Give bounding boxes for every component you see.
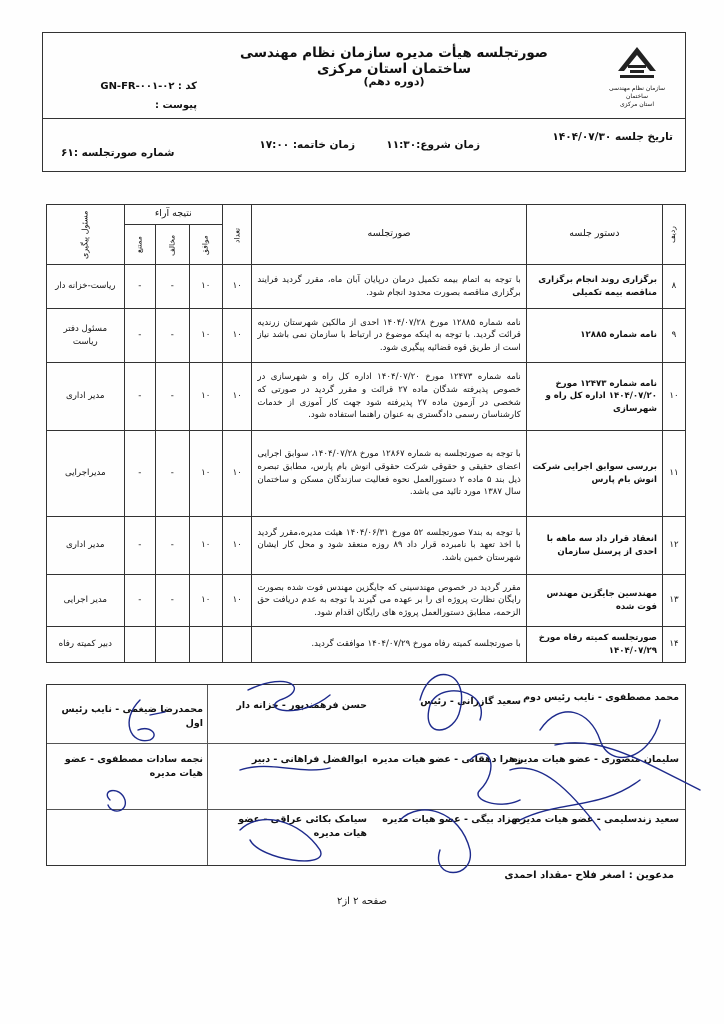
row-abstain: -	[124, 575, 155, 627]
row-agenda: صورتجلسه کمیته رفاه مورخ ۱۴۰۴/۰۷/۲۹	[526, 627, 662, 663]
row-abstain	[124, 627, 155, 663]
row-agenda: نامه شماره ۱۲۸۸۵	[526, 309, 662, 363]
row-oppose: -	[156, 431, 190, 517]
row-abstain: -	[124, 431, 155, 517]
signature-farahmandpour: حسن فرهمندپور - خزانه دار	[236, 700, 367, 711]
row-count: ۱۰	[223, 309, 252, 363]
header-count: تعداد	[223, 205, 252, 265]
row-oppose	[156, 627, 190, 663]
row-minutes: نامه شماره ۱۲۸۸۵ مورخ ۱۴۰۴/۰۷/۲۸ احدی از مالکین شهرستان زرندیه قرائت گردید. با توجه به اینکه موضوع در ارتباط با سازمان نمی باشد نیاز است از طریق قوه قضائیه پیگیری شود.	[252, 309, 526, 363]
signature-mansouri: سلیمان منصوری - عضو هیات مدیره	[512, 754, 679, 765]
row-oppose: -	[156, 309, 190, 363]
table-row	[47, 265, 686, 309]
signature-zeighami: محمدرضا ضیغمی - نایب رئیس اول	[61, 704, 203, 729]
row-abstain: -	[124, 363, 155, 431]
row-agenda: مهندسین جایگزین مهندس فوت شده	[526, 575, 662, 627]
row-agree: ۱۰	[189, 431, 223, 517]
table-row	[47, 363, 686, 431]
row-number: ۱۳	[662, 575, 685, 627]
header-vote-result: نتیجه آراء	[124, 205, 222, 225]
row-oppose: -	[156, 363, 190, 431]
header-row-number: ردیف	[662, 205, 685, 265]
header-agenda: دستور جلسه	[526, 205, 662, 265]
signature-divider	[47, 809, 685, 810]
row-abstain: -	[124, 517, 155, 575]
row-responsible: ریاست-خزانه دار	[47, 265, 125, 309]
row-responsible: مدیر اداری	[47, 517, 125, 575]
row-count: ۱۰	[223, 517, 252, 575]
row-oppose: -	[156, 265, 190, 309]
logo-caption-1: سازمان نظام مهندسی ساختمان	[608, 85, 666, 100]
attachment-label: پیوست :	[154, 100, 197, 111]
row-minutes: با توجه به اتمام بیمه تکمیل درمان درپایان آبان ماه، مقرر گردید فرایند برگزاری مناقصه بصورت محدود انجام شود.	[252, 265, 526, 309]
row-abstain: -	[124, 265, 155, 309]
header-divider	[43, 118, 685, 119]
row-count: ۱۰	[223, 363, 252, 431]
row-agree: ۱۰	[189, 363, 223, 431]
row-agree: ۱۰	[189, 517, 223, 575]
signature-divider	[207, 685, 208, 865]
signature-farahani: ابوالفضل فراهانی - دبیر	[251, 754, 367, 765]
minutes-table	[46, 204, 686, 663]
row-agree	[189, 627, 223, 663]
header-agree: موافق	[189, 225, 223, 265]
signature-divider	[47, 743, 685, 744]
table-row	[47, 575, 686, 627]
signature-najme-mostafavi: نجمه سادات مصطفوی - عضو هیات مدیره	[64, 754, 203, 779]
organization-logo	[597, 41, 677, 113]
row-responsible: مدیراجرایی	[47, 431, 125, 517]
row-count: ۱۰	[223, 575, 252, 627]
row-agenda: بررسی سوابق اجرایی شرکت انوش بام پارس	[526, 431, 662, 517]
end-time: زمان خاتمه: ۱۷:۰۰	[259, 139, 355, 151]
row-agree: ۱۰	[189, 265, 223, 309]
document-title: صورتجلسه هیأت مدیره سازمان نظام مهندسی ساختمان استان مرکزی	[240, 45, 548, 77]
row-oppose: -	[156, 517, 190, 575]
form-code	[57, 77, 197, 115]
signature-gazerani: سعید گازرانی - رئیس	[420, 696, 521, 707]
signature-dehghani: زهرا دهقانی - عضو هیات مدیره	[372, 754, 521, 765]
minutes-number: شماره صورتجلسه :۶۱	[61, 147, 175, 159]
row-count: ۱۰	[223, 265, 252, 309]
row-number: ۱۰	[662, 363, 685, 431]
row-responsible: مدیر اداری	[47, 363, 125, 431]
building-logo-icon	[614, 41, 660, 81]
row-minutes: نامه شماره ۱۲۴۷۳ مورخ ۱۴۰۴/۰۷/۲۰ اداره کل راه و شهرسازی در خصوص پذیرفته شدگان ماده ۲۷ قرائت و مقرر گردید در صورتی که شخصی در آزمون ماده ۲۷ پذیرفته شود جهت کار آموزی از خدمات کارشناسان رسمی دادگستری به عنوان راهنما استفاده شود.	[252, 363, 526, 431]
signature-zandsalimi: سعید زندسلیمی - عضو هیات مدیره	[515, 814, 679, 825]
table-row	[47, 627, 686, 663]
row-agenda: انعقاد قرار داد سه ماهه با احدی از پرسنل سازمان	[526, 517, 662, 575]
header-minutes: صورتجلسه	[252, 205, 526, 265]
row-agree: ۱۰	[189, 309, 223, 363]
header-abstain: ممتنع	[124, 225, 155, 265]
row-agree: ۱۰	[189, 575, 223, 627]
row-number: ۹	[662, 309, 685, 363]
start-time: زمان شروع:۱۱:۳۰	[386, 139, 480, 151]
meeting-date: تاریخ جلسه ۱۴۰۴/۰۷/۳۰	[552, 131, 673, 143]
table-row	[47, 517, 686, 575]
row-responsible: دبیر کمیته رفاه	[47, 627, 125, 663]
signature-block	[46, 684, 686, 866]
document-subtitle: (دوره دهم)	[363, 75, 425, 88]
header-oppose: مخالف	[156, 225, 190, 265]
row-number: ۱۱	[662, 431, 685, 517]
row-number: ۸	[662, 265, 685, 309]
signature-mostafavi: محمد مصطفوی - نایب رئیس دوم	[523, 692, 679, 703]
table-row	[47, 309, 686, 363]
invitees: مدعوین : اصغر فلاح -مقداد احمدی	[504, 870, 674, 881]
row-count	[223, 627, 252, 663]
row-oppose: -	[156, 575, 190, 627]
row-count: ۱۰	[223, 431, 252, 517]
row-number: ۱۲	[662, 517, 685, 575]
logo-caption-2: استان مرکزی	[619, 101, 655, 108]
row-minutes: با توجه به بند۷ صورتجلسه ۵۲ مورخ ۱۴۰۴/۰۶/۳۱ هیئت مدیره،مقرر گردید با اخذ تعهد با نامبرده قرار داد ۸۹ روزه منعقد شود و محل کار ایشان شهرستان خمین باشد.	[252, 517, 526, 575]
row-agenda: برگزاری روند انجام برگزاری مناقصه بیمه تکمیلی	[526, 265, 662, 309]
signature-beigi: بهزاد بیگی - عضو هیات مدیره	[382, 814, 521, 825]
header-responsible: مسئول پیگیری	[47, 205, 125, 265]
row-minutes: با صورتجلسه کمیته رفاه مورخ ۱۴۰۴/۰۷/۲۹ موافقت گردید.	[252, 627, 526, 663]
table-row	[47, 431, 686, 517]
row-responsible: مسئول دفتر ریاست	[47, 309, 125, 363]
page-number: صفحه ۲ از۲	[336, 896, 388, 907]
row-number: ۱۴	[662, 627, 685, 663]
row-responsible: مدیر اجرایی	[47, 575, 125, 627]
signature-bakaei: سیامک بکائی عراقی - عضو هیات مدیره	[238, 814, 367, 839]
document-header	[42, 32, 686, 172]
row-minutes: با توجه به صورتجلسه به شماره ۱۲۸۶۷ مورخ ۱۴۰۴/۰۷/۲۸، سوابق اجرایی اعضای حقیقی و حقوقی شرکت حقوقی انوش بام پارس، مطابق تبصره ذیل بند ۵ ماده ۲ دستورالعمل نحوه فعالیت سازندگان مسکن و ساختمان سال ۱۳۸۷ مورد تائید می باشد.	[252, 431, 526, 517]
row-agenda: نامه شماره ۱۲۴۷۳ مورخ ۱۴۰۴/۰۷/۲۰ اداره کل راه و شهرسازی	[526, 363, 662, 431]
row-abstain: -	[124, 309, 155, 363]
row-minutes: مقرر گردید در خصوص مهندسینی که جایگزین مهندس فوت شده بصورت رایگان نظارت پروژه ای را بر عهده می گیرند با توجه به عدم دریافت حق الزحمه، مطابق دستورالعمل پروژه های رایگان اقدام شود.	[252, 575, 526, 627]
form-code-label: کد : GN-FR-۰۰۱-۰۲	[100, 81, 197, 92]
